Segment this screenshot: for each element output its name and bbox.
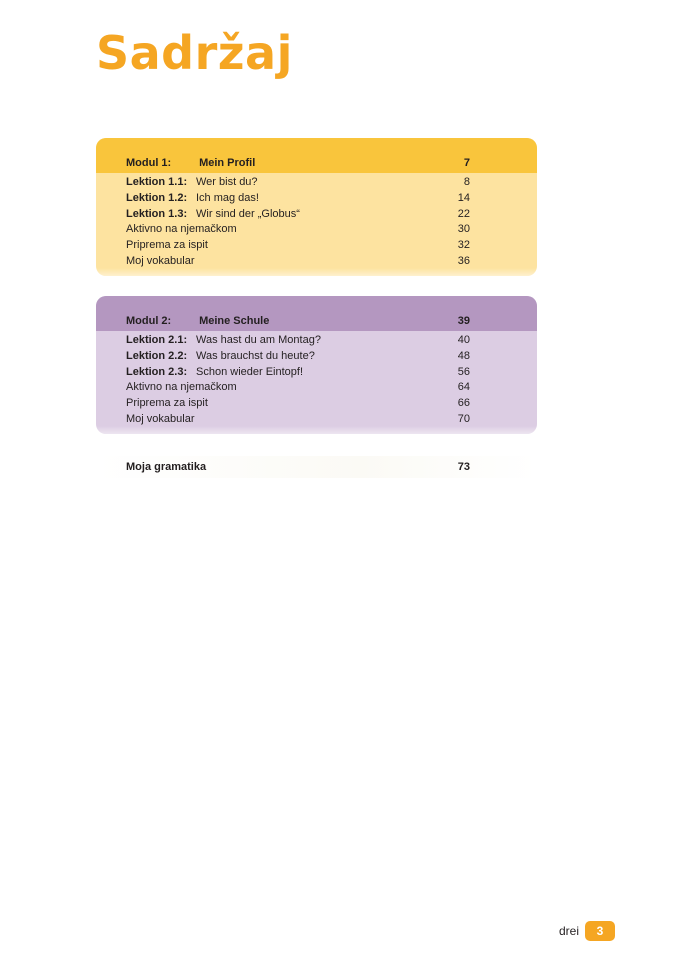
module-2-page: 39	[457, 315, 470, 328]
toc-entry[interactable]	[96, 238, 537, 254]
toc-entry-page: 32	[457, 239, 470, 252]
toc-entry[interactable]	[96, 222, 537, 238]
toc-entry-page: 66	[457, 397, 470, 410]
toc-entry[interactable]	[96, 380, 537, 396]
toc-entry-title: Priprema za ispit	[126, 239, 208, 252]
module-1-header[interactable]	[96, 138, 537, 173]
toc-entry-page: 70	[457, 412, 470, 425]
toc-entry-title: Moj vokabular	[126, 254, 195, 267]
toc-entry-page: 56	[457, 365, 470, 378]
toc-entry-page: 14	[457, 191, 470, 204]
toc-entry-label: Lektion 2.3:	[126, 365, 188, 378]
grammar-section	[96, 456, 537, 478]
toc-entry[interactable]	[96, 396, 537, 412]
toc-entry-label: Lektion 1.3:	[126, 207, 188, 220]
page-number-word: drei	[559, 924, 580, 938]
toc-entry[interactable]	[96, 191, 537, 207]
toc-entry-title: Wir sind der „Globus“	[196, 207, 300, 220]
toc-entry-label: Lektion 2.1:	[126, 334, 188, 346]
toc-entry-page: 40	[457, 334, 470, 346]
toc-entry-title: Aktivno na njemačkom	[126, 223, 237, 236]
module-1-section	[96, 138, 537, 276]
module-2-name: Meine Schule	[199, 315, 270, 328]
module-1-list	[96, 173, 537, 276]
toc-entry-page: 22	[457, 207, 470, 220]
grammar-page: 73	[457, 461, 470, 473]
module-2-bottom-fade	[96, 426, 537, 434]
module-1-bottom-fade	[96, 268, 537, 276]
module-2-header[interactable]	[96, 296, 537, 331]
toc-entry-title: Was hast du am Montag?	[196, 334, 321, 346]
toc-entry[interactable]	[96, 333, 537, 349]
toc-entry-title: Was brauchst du heute?	[196, 349, 315, 362]
toc-entry[interactable]	[96, 175, 537, 191]
toc-entry[interactable]	[96, 365, 537, 381]
page-footer	[559, 921, 615, 941]
toc-entry-page: 64	[457, 381, 470, 394]
module-2-list	[96, 331, 537, 434]
toc-entry[interactable]	[96, 207, 537, 223]
toc-entry-grammar[interactable]	[96, 456, 537, 478]
module-1-label: Modul 1:	[126, 157, 172, 170]
toc-entry-title: Wer bist du?	[196, 176, 258, 188]
toc-entry-label: Lektion 1.2:	[126, 191, 188, 204]
toc-entry-title: Priprema za ispit	[126, 397, 208, 410]
page-number-badge: 3	[585, 921, 615, 941]
toc-entry-title: Moj vokabular	[126, 412, 195, 425]
toc-entry-label: Lektion 1.1:	[126, 176, 188, 188]
page-title: Sadržaj	[96, 26, 293, 80]
toc-entry[interactable]	[96, 349, 537, 365]
toc-entry-title: Aktivno na njemačkom	[126, 381, 237, 394]
toc-entry-page: 36	[457, 254, 470, 267]
toc-entry-page: 8	[463, 176, 470, 188]
toc-entry-title: Ich mag das!	[196, 191, 259, 204]
module-1-name: Mein Profil	[199, 157, 256, 170]
module-1-page: 7	[463, 157, 470, 170]
toc-entry-page: 30	[457, 223, 470, 236]
module-2-section	[96, 296, 537, 434]
toc-entry-page: 48	[457, 349, 470, 362]
toc-entry-label: Lektion 2.2:	[126, 349, 188, 362]
grammar-title: Moja gramatika	[126, 461, 207, 473]
toc-entry-title: Schon wieder Eintopf!	[196, 365, 304, 378]
module-2-label: Modul 2:	[126, 315, 172, 328]
